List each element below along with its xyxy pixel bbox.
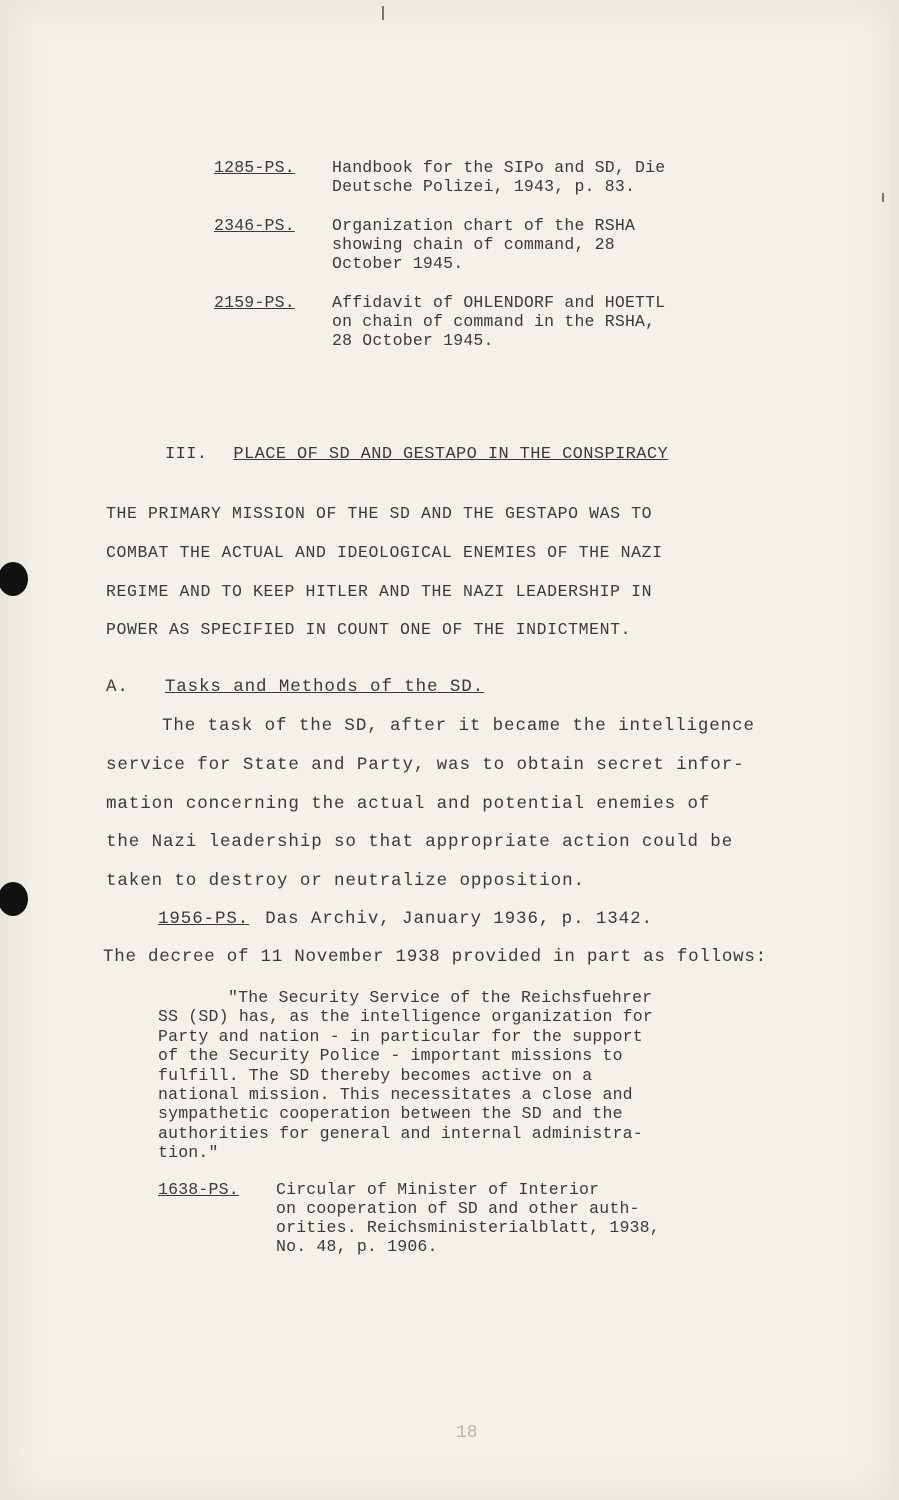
subsection-letter: A. xyxy=(106,677,129,697)
reference-line: 28 October 1945. xyxy=(332,331,494,350)
quote-line: "The Security Service of the Reichsfuehrer xyxy=(228,988,653,1007)
subsection-heading xyxy=(106,677,484,697)
mission-line: THE PRIMARY MISSION OF THE SD AND THE GESTAPO WAS TO xyxy=(106,504,653,523)
reference-line: on cooperation of SD and other auth- xyxy=(276,1199,640,1218)
section-numeral: III. xyxy=(165,445,208,464)
reference-line: Affidavit of OHLENDORF and HOETTL xyxy=(332,293,666,312)
reference-line: October 1945. xyxy=(332,254,464,273)
reference-line: on chain of command in the RSHA, xyxy=(332,312,656,331)
section-heading xyxy=(165,445,668,464)
quote-line: tion." xyxy=(158,1143,219,1163)
quote-line: Party and nation - in particular for the support xyxy=(158,1026,643,1046)
citation xyxy=(158,909,653,929)
reference-line: Deutsche Polizei, 1943, p. 83. xyxy=(332,177,636,196)
reference-line: Circular of Minister of Interior xyxy=(276,1180,600,1199)
reference-line: orities. Reichsministerialblatt, 1938, xyxy=(276,1218,660,1237)
reference-doc-number: 1638-PS. xyxy=(158,1180,239,1199)
reference-doc-number: 1285-PS. xyxy=(214,158,295,177)
mission-line: COMBAT THE ACTUAL AND IDEOLOGICAL ENEMIES OF THE NAZI xyxy=(106,543,663,562)
paper-mark xyxy=(382,6,384,20)
paragraph-line: the Nazi leadership so that appropriate action could be xyxy=(106,832,734,852)
punch-hole xyxy=(0,562,28,596)
page-number: 18 xyxy=(456,1423,478,1443)
document-page xyxy=(8,0,891,1500)
section-title: PLACE OF SD AND GESTAPO IN THE CONSPIRACY xyxy=(233,445,669,464)
quote-line: of the Security Police - important missions to xyxy=(158,1046,623,1066)
quote-line: national mission. This necessitates a close and xyxy=(158,1085,633,1105)
reference-line: No. 48, p. 1906. xyxy=(276,1237,438,1256)
mission-line: REGIME AND TO KEEP HITLER AND THE NAZI LEADERSHIP IN xyxy=(106,582,653,601)
quote-line: authorities for general and internal administra- xyxy=(158,1123,643,1143)
mission-line: POWER AS SPECIFIED IN COUNT ONE OF THE INDICTMENT. xyxy=(106,620,632,639)
reference-line: Handbook for the SIPo and SD, Die xyxy=(332,158,666,177)
reference-doc-number: 2346-PS. xyxy=(214,216,295,235)
quote-line: SS (SD) has, as the intelligence organization for xyxy=(158,1007,653,1027)
subsection-title: Tasks and Methods of the SD. xyxy=(164,677,485,697)
quote-line: sympathetic cooperation between the SD and the xyxy=(158,1104,623,1124)
paragraph-line: taken to destroy or neutralize opposition. xyxy=(106,871,585,891)
decree-quote xyxy=(158,988,758,1163)
decree-intro: The decree of 11 November 1938 provided in part as follows: xyxy=(103,947,767,967)
citation-doc-number: 1956-PS. xyxy=(158,909,250,929)
paragraph-line: service for State and Party, was to obtain secret infor- xyxy=(106,755,745,775)
paragraph-line: mation concerning the actual and potential enemies of xyxy=(106,794,711,814)
reference-line: Organization chart of the RSHA xyxy=(332,216,636,235)
reference-line: showing chain of command, 28 xyxy=(332,235,615,254)
quote-line: fulfill. The SD thereby becomes active on a xyxy=(158,1065,593,1085)
paper-mark xyxy=(882,193,884,202)
citation-text: Das Archiv, January 1936, p. 1342. xyxy=(265,909,653,929)
reference-doc-number: 2159-PS. xyxy=(214,293,295,312)
punch-hole xyxy=(0,882,28,916)
paragraph-line: The task of the SD, after it became the intelligence xyxy=(162,716,755,736)
